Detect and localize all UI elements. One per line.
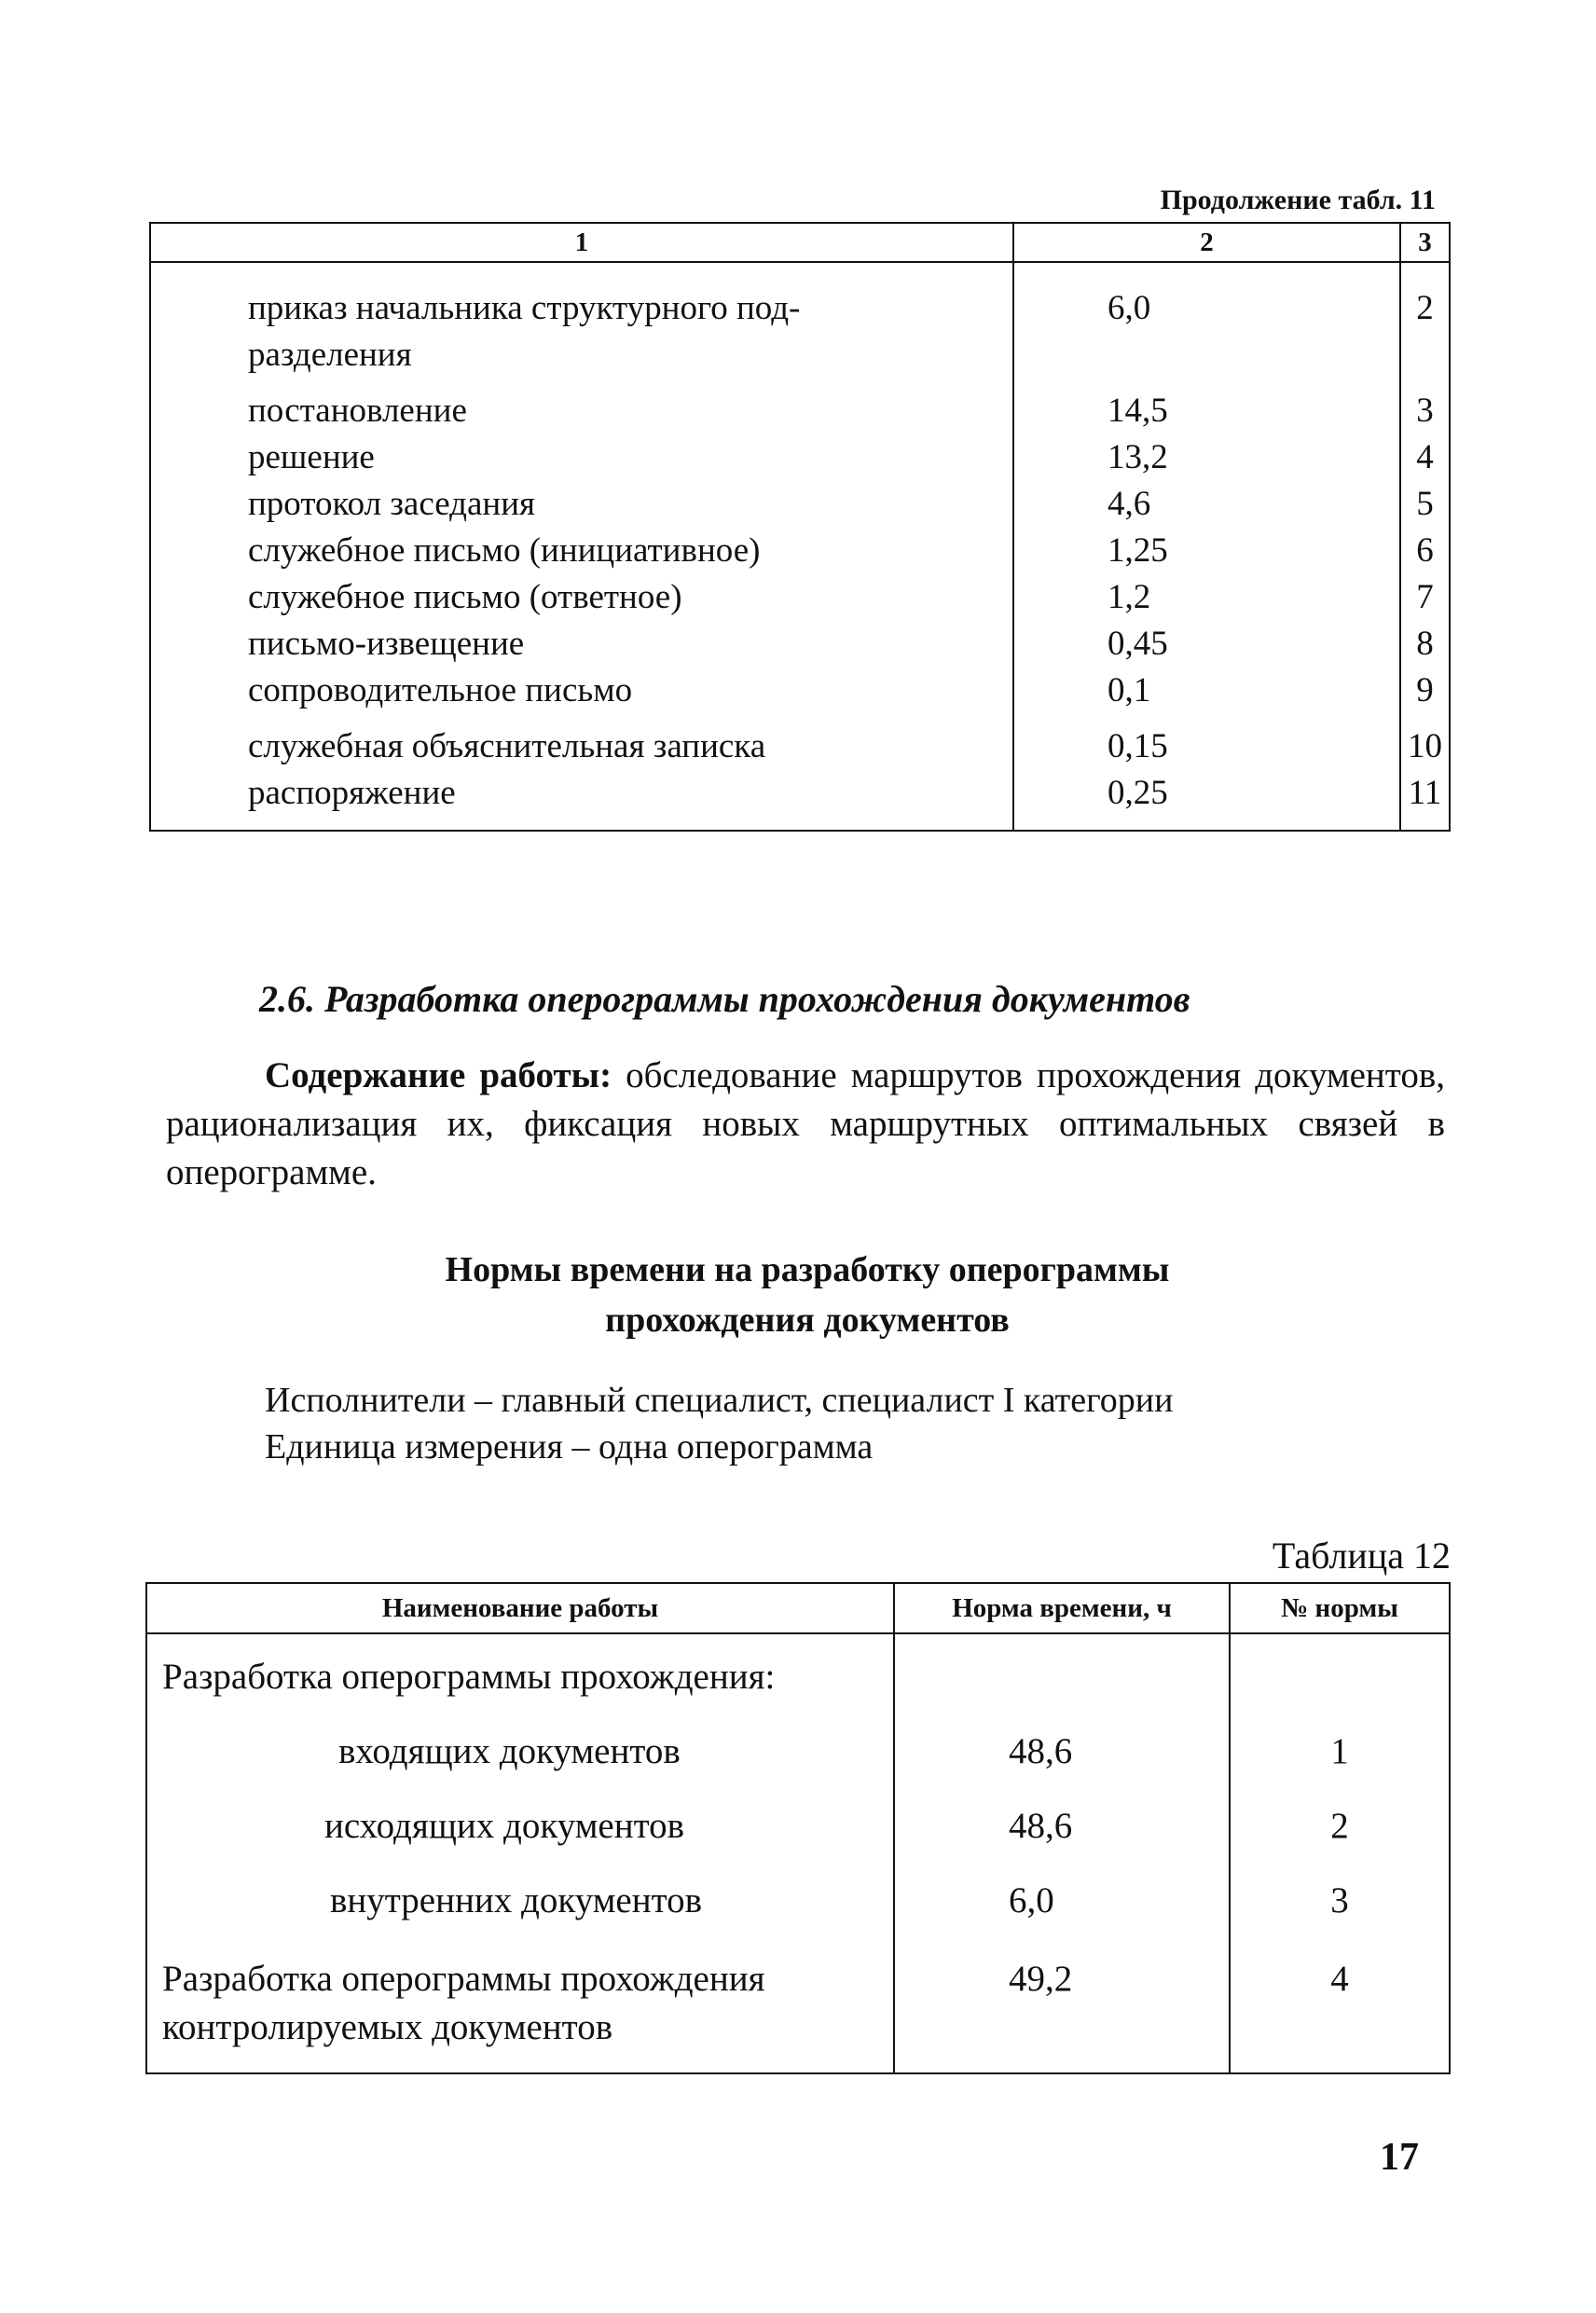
table12-cell-value: 48,6 [894,1701,1230,1776]
table11-cell-name: письмо-извещение [150,621,1013,668]
table11-name-line1: приказ начальника структурного под- [248,289,801,327]
table11-header-col2: 2 [1013,223,1400,262]
table11-cell-num: 4 [1400,434,1450,481]
table11-cell-name: распоряжение [150,770,1013,831]
table12-header-name: Наименование работы [146,1583,894,1633]
table11 [149,222,1451,832]
table12 [145,1582,1451,2074]
table-row [150,528,1450,574]
table11-cell-name: служебное письмо (ответное) [150,574,1013,621]
table11-cell-value: 1,2 [1013,574,1400,621]
content-lead: Содержание работы: [265,1055,612,1095]
table11-cell-num: 7 [1400,574,1450,621]
table11-caption: Продолжение табл. 11 [1160,185,1436,215]
table-row [150,434,1450,481]
table12-cell-num: 4 [1230,1925,1450,2073]
table11-cell-num: 6 [1400,528,1450,574]
table11-cell-name: сопроводительное письмо [150,668,1013,714]
table12-cell-num: 2 [1230,1776,1450,1851]
table12-header-row [146,1583,1450,1633]
table12-last-name-line2: контролируемых документов [162,2007,613,2047]
norms-title-line2: прохождения документов [605,1301,1010,1340]
table-row [150,379,1450,434]
table-row [150,262,1450,379]
table-row [146,1701,1450,1776]
table12-cell-value [894,1633,1230,1701]
table-row [150,621,1450,668]
table11-cell-value: 13,2 [1013,434,1400,481]
table11-header-col3: 3 [1400,223,1450,262]
table11-cell-value: 1,25 [1013,528,1400,574]
unit-line: Единица измерения – одна оперограмма [265,1427,874,1466]
content-paragraph [166,1052,1445,1197]
table-row [146,1633,1450,1701]
table11-cell-num: 10 [1400,714,1450,770]
page-number: 17 [1380,2136,1419,2179]
section-title: 2.6. Разработка оперограммы прохождения документов [259,978,1190,1020]
table12-cell-value: 6,0 [894,1851,1230,1925]
table12-cell-num: 1 [1230,1701,1450,1776]
table11-cell-value: 0,25 [1013,770,1400,831]
norms-title-line1: Нормы времени на разработку оперограммы [445,1250,1170,1289]
norms-title [168,1245,1447,1345]
table11-cell-name: постановление [150,379,1013,434]
executors-line: Исполнители – главный специалист, специалист I категории [265,1381,1174,1420]
table11-cell-num: 2 [1400,262,1450,379]
table12-cell-value: 48,6 [894,1776,1230,1851]
table-row [146,1776,1450,1851]
table11-cell-name: служебная объяснительная записка [150,714,1013,770]
table12-cell-value: 49,2 [894,1925,1230,2073]
table12-cell-name [146,1925,894,2073]
table12-cell-name: внутренних документов [146,1851,894,1925]
table12-cell-num: 3 [1230,1851,1450,1925]
table-row [150,574,1450,621]
table11-cell-value: 0,1 [1013,668,1400,714]
table11-cell-num: 11 [1400,770,1450,831]
table12-last-name-line1: Разработка оперограммы прохождения [162,1959,765,1999]
table12-cell-name: входящих документов [146,1701,894,1776]
table12-header-number: № нормы [1230,1583,1450,1633]
table11-cell-name: служебное письмо (инициативное) [150,528,1013,574]
table11-cell-name [150,262,1013,379]
table12-cell-num [1230,1633,1450,1701]
table-row [150,714,1450,770]
table11-cell-value: 0,15 [1013,714,1400,770]
table11-cell-value: 4,6 [1013,481,1400,528]
table11-header-row [150,223,1450,262]
table-row [146,1925,1450,2073]
table-row [146,1851,1450,1925]
table11-cell-num: 3 [1400,379,1450,434]
table11-name-line2: разделения [248,336,412,374]
table11-cell-num: 9 [1400,668,1450,714]
table11-cell-value: 14,5 [1013,379,1400,434]
table11-cell-num: 8 [1400,621,1450,668]
table-row [150,481,1450,528]
content-text: обследование маршрутов прохождения документов, рационализация их, фиксация новых маршрутных оптимальных связей в оперограмме. [166,1055,1445,1192]
table-row [150,668,1450,714]
table-row [150,770,1450,831]
table11-cell-value: 6,0 [1013,262,1400,379]
table11-cell-name: протокол заседания [150,481,1013,528]
table12-group-title: Разработка оперограммы прохождения: [146,1633,894,1701]
table11-cell-name: решение [150,434,1013,481]
table12-caption: Таблица 12 [1272,1535,1451,1576]
table12-cell-name: исходящих документов [146,1776,894,1851]
table11-cell-value: 0,45 [1013,621,1400,668]
table11-header-col1: 1 [150,223,1013,262]
table11-cell-num: 5 [1400,481,1450,528]
table12-header-norm: Норма времени, ч [894,1583,1230,1633]
